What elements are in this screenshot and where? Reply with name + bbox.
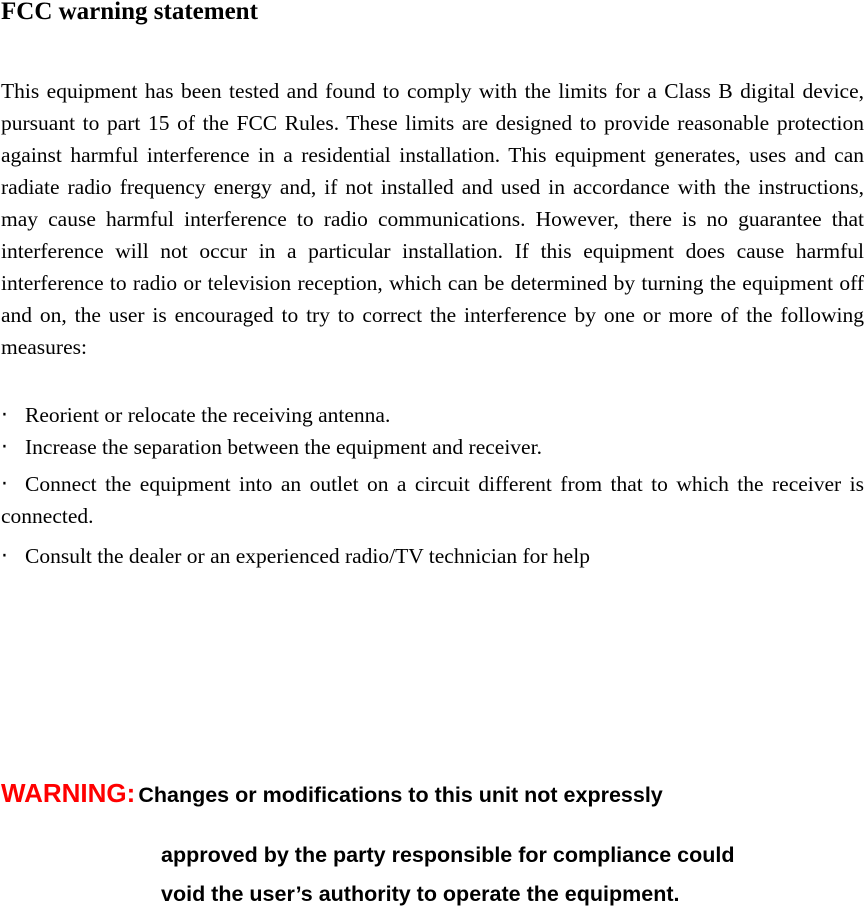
- measure-item: [1, 468, 864, 532]
- warning-text-line-2: approved by the party responsible for compliance could: [161, 843, 735, 867]
- bullet-icon: ‧: [1, 403, 8, 427]
- measure-text: Reorient or relocate the receiving antenna.: [25, 403, 391, 427]
- document-title: FCC warning statement: [1, 0, 258, 25]
- measure-item: [1, 399, 864, 431]
- intro-paragraph: This equipment has been tested and found to comply with the limits for a Class B digital device, pursuant to part 15 of the FCC Rules. These limits are designed to provide reasonable protection against harmful interference in a residential installation. This equipment generates, uses and can radiate radio frequency energy and, if not installed and used in accordance with the instructions, may cause harmful interference to radio communications. However, there is no guarantee that interference will not occur in a particular installation. If this equipment does cause harmful interference to radio or television reception, which can be determined by turning the equipment off and on, the user is encouraged to try to correct the interference by one or more of the following measures:: [1, 79, 864, 359]
- bullet-icon: ‧: [1, 472, 8, 496]
- bullet-icon: ‧: [1, 544, 8, 568]
- warning-label: WARNING:: [1, 778, 136, 808]
- warning-block: [1, 778, 663, 809]
- bullet-icon: ‧: [1, 435, 8, 459]
- measure-item: [1, 540, 864, 572]
- measure-item: [1, 431, 864, 463]
- measure-text: Connect the equipment into an outlet on a circuit different from that to which the receiver is connected.: [1, 472, 864, 528]
- warning-text-line-3: void the user’s authority to operate the equipment.: [161, 882, 680, 906]
- warning-text-line-1: Changes or modifications to this unit not expressly: [138, 783, 663, 807]
- measure-text: Increase the separation between the equipment and receiver.: [25, 435, 542, 459]
- measure-text: Consult the dealer or an experienced radio/TV technician for help: [25, 544, 590, 568]
